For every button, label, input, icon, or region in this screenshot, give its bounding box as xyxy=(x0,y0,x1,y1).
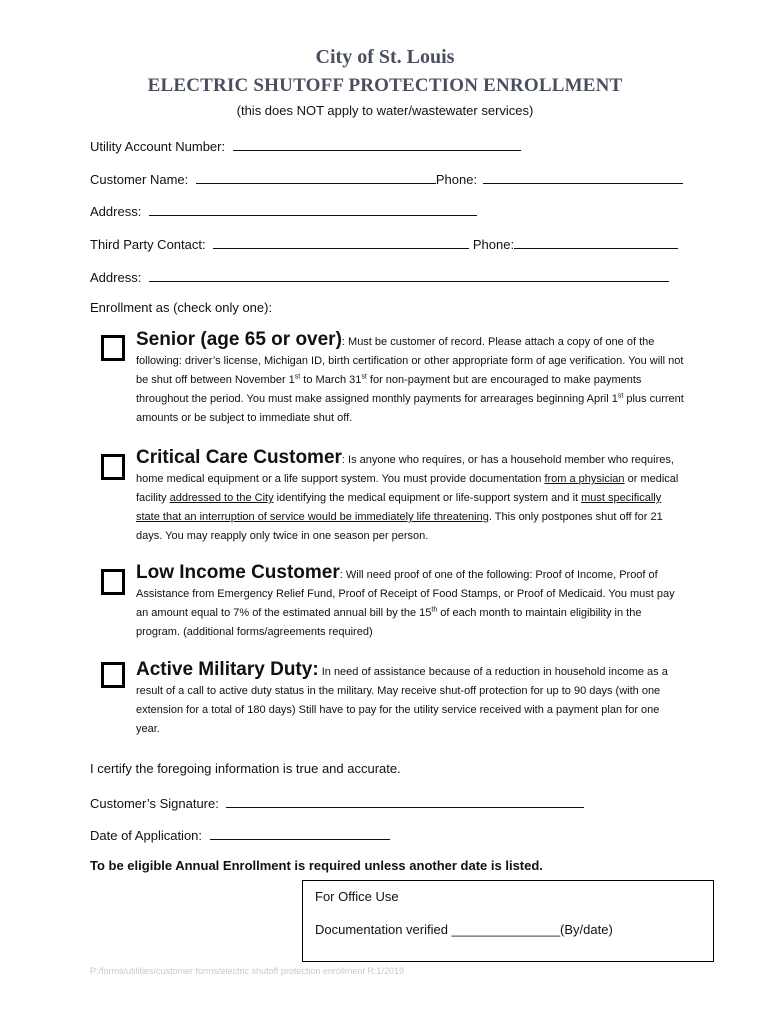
customer-name-row xyxy=(90,170,683,187)
account-number-row xyxy=(90,137,521,154)
third-party-phone-label: Phone: xyxy=(472,237,515,252)
low-income-heading: Low Income Customer xyxy=(136,562,340,583)
signature-row xyxy=(90,794,584,811)
documentation-verified-blank[interactable]: _______________ xyxy=(451,922,561,937)
military-checkbox[interactable] xyxy=(101,662,125,688)
date-label: Date of Application: xyxy=(90,828,203,843)
military-option: Active Military Duty: In need of assistance because of a reduction in household income as a result of a call to active duty status in the military. May receive shut-off protection for up to 90 days (with one extension for a total of 180 days) Still have to pay for the utility service received with a payment plan for one year. xyxy=(136,659,668,735)
address2-row xyxy=(90,268,669,285)
form-title: ELECTRIC SHUTOFF PROTECTION ENROLLMENT xyxy=(147,75,623,96)
low-income-option: Low Income Customer: Will need proof of one of the following: Proof of Income, Proof of Assistance from Emergency Relief Fund, Proof of Receipt of Food Stamps, or Proof of Medicaid. You must pay an amount equal to 7% of the estimated annual bill by the 15th of each month to maintain eligibility in the program. (additional forms/agreements required) xyxy=(136,562,675,638)
address2-field[interactable] xyxy=(149,268,669,282)
third-party-phone-field[interactable] xyxy=(514,235,678,249)
third-party-field[interactable] xyxy=(213,235,469,249)
senior-heading: Senior (age 65 or over) xyxy=(136,329,342,350)
city-title: City of St. Louis xyxy=(315,46,455,68)
date-row xyxy=(90,826,390,843)
customer-phone-label: Phone: xyxy=(435,172,478,187)
customer-phone-field[interactable] xyxy=(483,170,683,184)
address2-label: Address: xyxy=(90,270,142,285)
military-heading: Active Military Duty: xyxy=(136,659,319,680)
date-field[interactable] xyxy=(210,826,390,840)
customer-name-field[interactable] xyxy=(196,170,436,184)
signature-label: Customer’s Signature: xyxy=(90,796,219,811)
address-label: Address: xyxy=(90,204,142,219)
documentation-verified-label: Documentation verified xyxy=(315,922,448,937)
critical-care-checkbox[interactable] xyxy=(101,454,125,480)
account-number-label: Utility Account Number: xyxy=(90,139,226,154)
third-party-row xyxy=(90,235,678,252)
critical-care-option: Critical Care Customer: Is anyone who requires, or has a household member who requires, home medical equipment or a life support system. You must provide documentation from a physician or medical facility addressed to the City identifying the medical equipment or life-support system and it must specifically state that an interruption of service would be immediately life threatening. This only postpones shut off for 21 days. You may reapply only twice in one season per person. xyxy=(136,447,679,542)
enrollment-instruction: Enrollment as (check only one): xyxy=(90,300,273,315)
low-income-checkbox[interactable] xyxy=(101,569,125,595)
third-party-label: Third Party Contact: xyxy=(90,237,206,252)
office-use-title: For Office Use xyxy=(315,889,399,904)
annual-enrollment-note: To be eligible Annual Enrollment is required unless another date is listed. xyxy=(90,858,543,873)
account-number-field[interactable] xyxy=(233,137,521,151)
signature-field[interactable] xyxy=(226,794,584,808)
form-subtitle: (this does NOT apply to water/wastewater services) xyxy=(236,103,534,118)
office-use-box xyxy=(302,880,714,962)
senior-option: Senior (age 65 or over): Must be customer of record. Please attach a copy of one of the following: driver’s license, Michigan ID, birth certification or other appropriate form of age verification. You will not be shut off between November 1st to March 31st for non-payment but are encouraged to make payments throughout the period. You must make assigned monthly payments for arrearages beginning April 1st plus current amounts or be subject to immediate shut off. xyxy=(136,329,684,424)
critical-care-heading: Critical Care Customer xyxy=(136,447,342,468)
certification-statement: I certify the foregoing information is true and accurate. xyxy=(90,761,401,776)
file-path-footer: P:/forms/utilities/customer forms/electric shutoff protection enrollment R:1/2019 xyxy=(90,966,404,976)
documentation-verified-row xyxy=(315,922,613,937)
senior-checkbox[interactable] xyxy=(101,335,125,361)
customer-name-label: Customer Name: xyxy=(90,172,189,187)
address-row xyxy=(90,202,477,219)
by-date-label: (By/date) xyxy=(560,922,613,937)
address-field[interactable] xyxy=(149,202,477,216)
